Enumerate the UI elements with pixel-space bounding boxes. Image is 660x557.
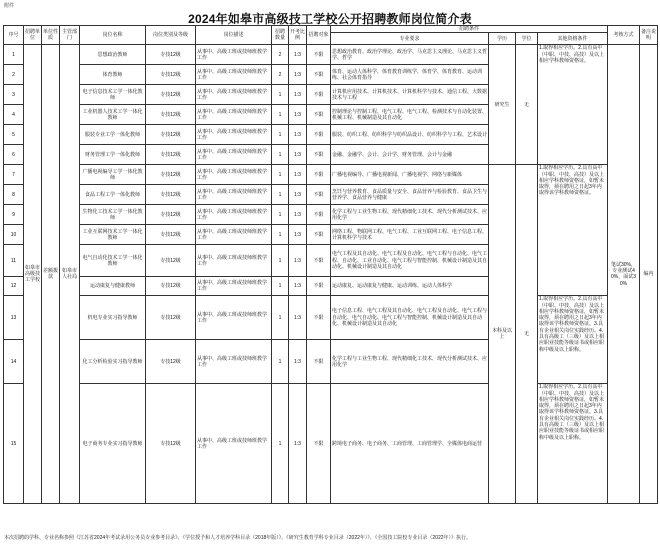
- header-education: 学历: [489, 33, 516, 45]
- table-row: [4, 45, 658, 65]
- cell-count: 1: [272, 205, 289, 225]
- cell-post-name: 电气自动化技术工学一体化教师: [80, 245, 146, 277]
- cell-other-conditions: 1.取得相应学历。2.具有高中（中职、中技、高技）及以上相应学科教师资格证。: [538, 45, 608, 165]
- cell-post-category: 专技12级: [146, 205, 196, 225]
- header-post-desc: 岗位描述: [196, 26, 272, 45]
- cell-ratio: 1:3: [289, 340, 307, 384]
- cell-degree: 无: [516, 45, 538, 165]
- header-post-name: 岗位名称: [80, 26, 146, 45]
- cell-post-name: 思想政治教师: [80, 45, 146, 65]
- header-major: 专业要求: [331, 33, 489, 45]
- cell-major: 电子信息工程、电气工程及其自动化、电气工程及自动化、电气工程与自动化、电气自动化、电气工程与智能控制、机械设计制造及其自动化、机械设计制造及其自动化: [331, 296, 489, 340]
- cell-post-name: 机电专业实习指导教师: [80, 296, 146, 340]
- cell-post-desc: 从事中、高级工班或技师班教学工作: [196, 105, 272, 125]
- cell-seq: 11: [4, 245, 24, 277]
- cell-target: 不限: [307, 145, 331, 165]
- cell-post-name: 电子商务专业实习指导教师: [80, 384, 146, 504]
- cell-post-category: 专技12级: [146, 245, 196, 277]
- table-row: [4, 296, 658, 340]
- cell-post-category: 专技12级: [146, 277, 196, 296]
- cell-seq: 3: [4, 85, 24, 105]
- cell-count: 2: [272, 65, 289, 85]
- cell-ratio: 1:3: [289, 85, 307, 105]
- cell-post-category: 专技12级: [146, 165, 196, 185]
- cell-post-category: 专技12级: [146, 145, 196, 165]
- cell-ratio: 1:3: [289, 205, 307, 225]
- cell-seq: 9: [4, 205, 24, 225]
- cell-post-name: 广播电视编导工学一体化教师: [80, 165, 146, 185]
- cell-major: 运动康复、运动康复与健康、运动训练、运动人体科学: [331, 277, 489, 296]
- cell-post-name: 体育教师: [80, 65, 146, 85]
- cell-target: 不限: [307, 225, 331, 245]
- cell-post-category: 专技12级: [146, 85, 196, 105]
- cell-seq: 14: [4, 340, 24, 384]
- cell-post-desc: 从事中、高级工班或技师班教学工作: [196, 225, 272, 245]
- cell-post-desc: 从事中、高级工班或技师班教学工作: [196, 185, 272, 205]
- cell-post-category: 专技12级: [146, 105, 196, 125]
- header-unit-nature: 单位性质: [42, 26, 60, 45]
- cell-target: 不限: [307, 384, 331, 504]
- cell-ratio: 1:3: [289, 277, 307, 296]
- header-ratio: 开考比例: [289, 26, 307, 45]
- cell-major: 化学工程与工业生物工程、现代精细化工技术、现代分析测试技术、应用化学: [331, 340, 489, 384]
- cell-ratio: 1:3: [289, 45, 307, 65]
- cell-target: 不限: [307, 125, 331, 145]
- cell-major: 广播电视编导、广播电视新闻、广播电视学、网络与新媒体: [331, 165, 489, 185]
- cell-ratio: 1:3: [289, 296, 307, 340]
- cell-target: 不限: [307, 185, 331, 205]
- header-count: 招聘数量: [272, 26, 289, 45]
- cell-post-name: 化工分析检验实习指导教师: [80, 340, 146, 384]
- cell-count: 1: [272, 245, 289, 277]
- cell-post-name: 财务管理工学一体化教师: [80, 145, 146, 165]
- cell-education: 研究生: [489, 45, 516, 165]
- cell-degree: 无: [516, 165, 538, 504]
- cell-seq: 10: [4, 225, 24, 245]
- cell-seq: 12: [4, 277, 24, 296]
- cell-post-desc: 从事中、高级工班或技师班教学工作: [196, 45, 272, 65]
- cell-seq: 1: [4, 45, 24, 65]
- cell-target: 不限: [307, 165, 331, 185]
- cell-count: 1: [272, 165, 289, 185]
- cell-exam: 笔试30%，专业测试40%，面试30%: [608, 45, 640, 504]
- table-row: [4, 384, 658, 504]
- cell-ratio: 1:3: [289, 384, 307, 504]
- cell-major: 跨境电子商务、电子商务、工商管理、工商管理学、全媒体电商运营: [331, 384, 489, 504]
- cell-count: 1: [272, 85, 289, 105]
- cell-post-name: 工业互联网技术工学一体化教师: [80, 225, 146, 245]
- cell-seq: 4: [4, 105, 24, 125]
- cell-post-name: 电子信息技术工学一体化教师: [80, 85, 146, 105]
- cell-major: 控制理论与控制工程、电气工程、电气工程、检测技术与自动化装置、机械工程、机械制造及其自动化: [331, 105, 489, 125]
- cell-post-desc: 从事中、高级工班或技师班教学工作: [196, 165, 272, 185]
- cell-ratio: 1:3: [289, 185, 307, 205]
- cell-major: 金融、金融学、会计、会计学、财务管理、会计与金融: [331, 145, 489, 165]
- cell-post-category: 专技12级: [146, 225, 196, 245]
- cell-count: 1: [272, 384, 289, 504]
- cell-seq: 7: [4, 165, 24, 185]
- cell-other-conditions: 1.取得相应学历。2.具有高中（中职、中技、高技）及以上相应学科教师资格证，如暂未取得，须在聘用之日起3年内取得该学科教师资格证。: [538, 165, 608, 296]
- cell-remark: 编内: [640, 45, 658, 504]
- cell-ratio: 1:3: [289, 145, 307, 165]
- cell-target: 不限: [307, 277, 331, 296]
- cell-target: 不限: [307, 245, 331, 277]
- header-exam: 考核方式: [608, 26, 640, 45]
- cell-authority: 如皋市人社局: [60, 45, 80, 504]
- table-row: [4, 165, 658, 185]
- footnote: 本次招聘的学科、专业名称参照《江苏省2024年考试录用公务员专业参考目录》、《学位授予和人才培养学科目录（2018年版）》、《研究生教育学科专业目录（2022年）》、《全国技工院校专业目录（2022年）》执行。: [4, 535, 472, 541]
- cell-major: 计算机应用技术、计算机技术、计算机科学与技术、通信工程、大数据技术与工程: [331, 85, 489, 105]
- cell-post-desc: 从事中、高级工班或技师班教学工作: [196, 245, 272, 277]
- cell-other-conditions: 1.取得相应学历。2.具有高中（中职、中技、高技）及以上相应学科教师资格证，如暂未取得，须在聘用之日起3年内取得该学科教师资格证。3.具有企业相关岗位实践经历。4.具有高级工（三级）及以上相应职业技能等级证书或相应职称中级及以上职称。: [538, 384, 608, 504]
- cell-ratio: 1:3: [289, 245, 307, 277]
- cell-count: 1: [272, 225, 289, 245]
- page-title: 2024年如皋市高级技工学校公开招聘教师岗位简介表: [188, 12, 472, 26]
- cell-post-category: 专技12级: [146, 65, 196, 85]
- cell-ratio: 1:3: [289, 105, 307, 125]
- cell-post-desc: 从事中、高级工班或技师班教学工作: [196, 277, 272, 296]
- cell-other-conditions: 1.取得相应学历。2.具有高中（中职、中技、高技）及以上相应学科教师资格证，如暂未取得，须在聘用之日起3年内取得该学科教师资格证。3.具有企业相关岗位实践经历。4.具有高级工（三级）及以上相应职业技能等级证书或相应职称中级及以上职称。: [538, 296, 608, 384]
- cell-ratio: 1:3: [289, 65, 307, 85]
- cell-ratio: 1:3: [289, 165, 307, 185]
- cell-post-name: 工业机器人技术工学一体化教师: [80, 105, 146, 125]
- header-conditions: 招聘条件: [331, 26, 608, 33]
- header-authority: 主管部门: [60, 26, 80, 45]
- cell-major: 化学工程与工业生物工程、现代精细化工技术、现代分析测试技术、应用化学: [331, 205, 489, 225]
- header-post-category: 岗位类别及等级: [146, 26, 196, 45]
- cell-post-category: 专技12级: [146, 340, 196, 384]
- cell-post-category: 专技12级: [146, 125, 196, 145]
- cell-post-desc: 从事中、高级工班或技师班教学工作: [196, 384, 272, 504]
- cell-target: 不限: [307, 340, 331, 384]
- cell-education: 本科及以上: [489, 165, 516, 504]
- cell-post-desc: 从事中、高级工班或技师班教学工作: [196, 296, 272, 340]
- cell-post-desc: 从事中、高级工班或技师班教学工作: [196, 125, 272, 145]
- cell-major: 网络工程、物联网工程、电气工程、工业互联网工程、电子信息工程、计算机科学与技术: [331, 225, 489, 245]
- cell-post-desc: 从事中、高级工班或技师班教学工作: [196, 85, 272, 105]
- cell-post-name: 食品工程工学一体化教师: [80, 185, 146, 205]
- header-target: 招聘对象: [307, 26, 331, 45]
- cell-count: 1: [272, 340, 289, 384]
- cell-target: 不限: [307, 85, 331, 105]
- cell-seq: 6: [4, 145, 24, 165]
- cell-unit: 如皋市高级技工学校: [24, 45, 42, 504]
- cell-count: 1: [272, 296, 289, 340]
- cell-target: 不限: [307, 205, 331, 225]
- cell-target: 不限: [307, 105, 331, 125]
- cell-target: 不限: [307, 65, 331, 85]
- header-remark: 备注说明: [640, 26, 658, 45]
- cell-post-desc: 从事中、高级工班或技师班教学工作: [196, 145, 272, 165]
- cell-seq: 2: [4, 65, 24, 85]
- cell-target: 不限: [307, 45, 331, 65]
- cell-seq: 15: [4, 384, 24, 504]
- cell-ratio: 1:3: [289, 225, 307, 245]
- cell-count: 1: [272, 125, 289, 145]
- cell-count: 1: [272, 105, 289, 125]
- cell-post-desc: 从事中、高级工班或技师班教学工作: [196, 65, 272, 85]
- cell-target: 不限: [307, 296, 331, 340]
- cell-count: 1: [272, 145, 289, 165]
- cell-seq: 8: [4, 185, 24, 205]
- cell-major: 电气工程及其自动化、电气工程及自动化、电气工程与自动化、电气工程、自动化、工业自动化、电气工程与智能控制、机械设计制造及其自动化、机械设计制造及其自动化: [331, 245, 489, 277]
- cell-post-desc: 从事中、高级工班或技师班教学工作: [196, 205, 272, 225]
- cell-ratio: 1:3: [289, 125, 307, 145]
- cell-major: 服装、纺织工程、纺织科学与纺织品设计、纺织科学与工程、艺术设计: [331, 125, 489, 145]
- header-other: 其他资格条件: [538, 33, 608, 45]
- cell-count: 1: [272, 185, 289, 205]
- cell-post-name: 生物化工技术工学一体化教师: [80, 205, 146, 225]
- header-degree: 学位: [516, 33, 538, 45]
- cell-post-name: 运动康复与健康教师: [80, 277, 146, 296]
- recruitment-table: [3, 25, 658, 504]
- cell-post-category: 专技12级: [146, 296, 196, 340]
- cell-major: 思想政治教育、政治学理论、政治学、马克思主义理论、马克思主义哲学、哲学: [331, 45, 489, 65]
- cell-post-category: 专技12级: [146, 45, 196, 65]
- cell-seq: 5: [4, 125, 24, 145]
- cell-major: 体育、运动人体科学、体育教育训练学、体育学、体育教育、运动训练、社会体育指导: [331, 65, 489, 85]
- attachment-label: 附件: [4, 3, 15, 9]
- header-unit: 招聘单位: [24, 26, 42, 45]
- cell-post-category: 专技12级: [146, 384, 196, 504]
- cell-post-desc: 从事中、高级工班或技师班教学工作: [196, 340, 272, 384]
- cell-post-name: 服装专业工学一体化教师: [80, 125, 146, 145]
- cell-unit-nature: 差额拨款: [42, 45, 60, 504]
- cell-major: 烹饪与营养教育、食品质量与安全、食品营养与检验教育、食品卫生与营养学、食品营养与健康: [331, 185, 489, 205]
- cell-count: 2: [272, 45, 289, 65]
- header-seq: 序号: [4, 26, 24, 45]
- cell-seq: 13: [4, 296, 24, 340]
- cell-count: 1: [272, 277, 289, 296]
- cell-post-category: 专技12级: [146, 185, 196, 205]
